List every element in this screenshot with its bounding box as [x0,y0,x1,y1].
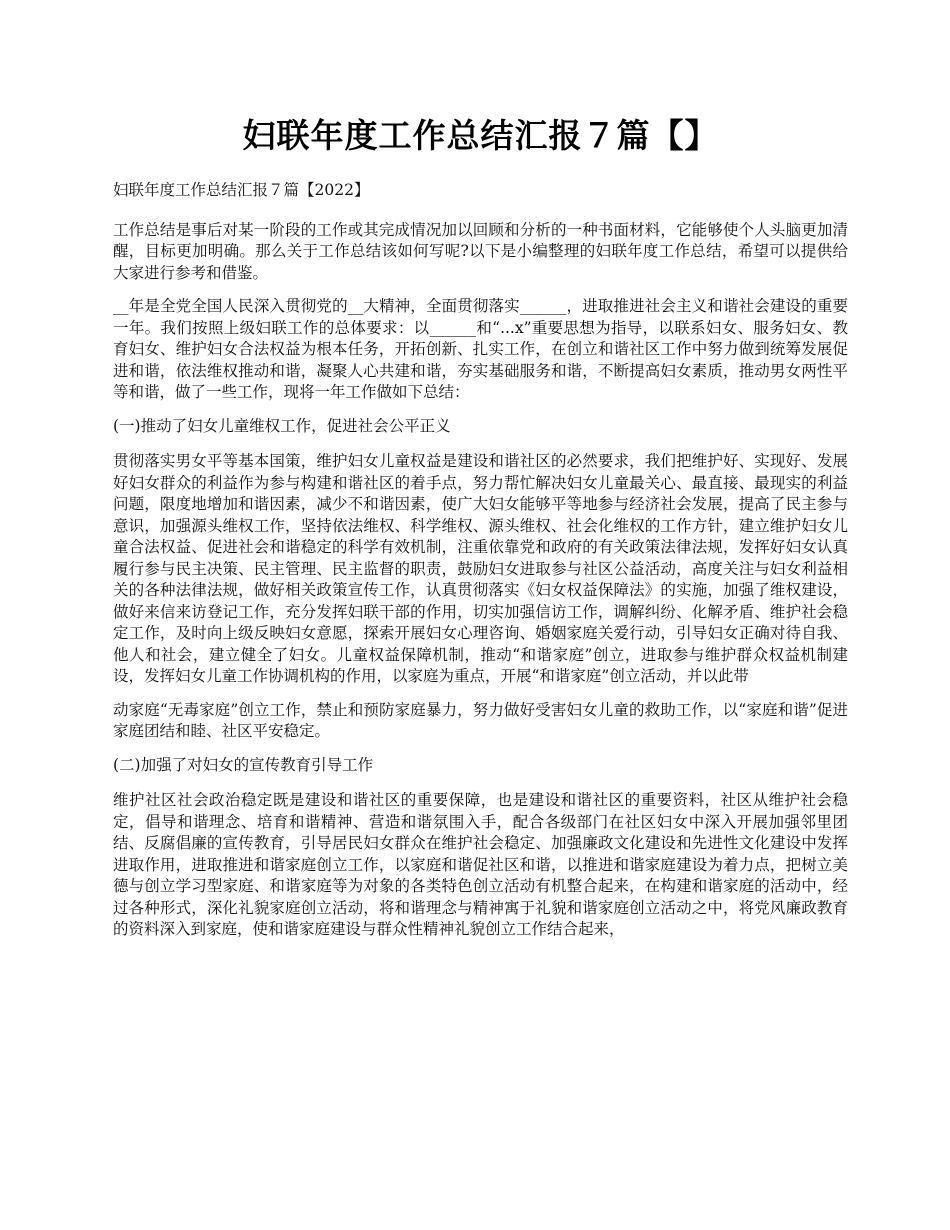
section-2-paragraph: 维护社区社会政治稳定既是建设和谐社区的重要保障，也是建设和谐社区的重要资料，社区从维护社会稳定，倡导和谐理念、培育和谐精神、营造和谐氛围入手，配合各级部门在社区妇女中深入开展加强邻里团结、反腐倡廉的宣传教育，引导居民妇女群众在维护社会稳定、加强廉政文化建设和先进性文化建设中发挥进取作用，进取推进和谐家庭创立工作，以家庭和谐促社区和谐，以推进和谐家庭建设为着力点，把树立美德与创立学习型家庭、和谐家庭等为对象的各类特色创立活动有机整合起来，在构建和谐家庭的活动中，经过各种形式，深化礼貌家庭创立活动，将和谐理念与精神寓于礼貌和谐家庭创立活动之中，将党风廉政教育的资料深入到家庭，使和谐家庭建设与群众性精神礼貌创立工作结合起来， [113,791,848,938]
section-heading-1: (一)推动了妇女儿童维权工作，促进社会公平正义 [113,416,451,435]
intro-paragraph: 工作总结是事后对某一阶段的工作或其完成情况加以回顾和分析的一种书面材料，它能够使个人头脑更加清醒，目标更加明确。那么关于工作总结该如何写呢?以下是小编整理的妇联年度工作总结，希望可以提供给大家进行参考和借鉴。 [113,220,848,282]
section-1-paragraph: 贯彻落实男女平等基本国策，维护妇女儿童权益是建设和谐社区的必然要求，我们把维护好、实现好、发展好妇女群众的利益作为参与构建和谐社区的着手点，努力帮忙解决妇女儿童最关心、最直接、最现实的利益问题，限度地增加和谐因素，减少不和谐因素，使广大妇女能够平等地参与经济社会发展，提高了民主参与意识，加强源头维权工作，坚持依法维权、科学维权、源头维权、社会化维权的工作方针，建立维护妇女儿童合法权益、促进社会和谐稳定的科学有效机制，注重依靠党和政府的有关政策法律法规，发挥好妇女认真履行参与民主决策、民主管理、民主监督的职责，鼓励妇女进取参与社区公益活动，高度关注与妇女利益相关的各种法律法规，做好相关政策宣传工作，认真贯彻落实《妇女权益保障法》的实施，加强了维权建设，做好来信来访登记工作，充分发挥妇联干部的作用，切实加强信访工作，调解纠纷、化解矛盾、维护社会稳定工作，及时向上级反映妇女意愿，探索开展妇女心理咨询、婚姻家庭关爱行动，引导妇女正确对待自我、他人和社会，建立健全了妇女。儿童权益保障机制，推动“和谐家庭”创立，进取参与维护群众权益机制建设，发挥妇女儿童工作协调机构的作用，以家庭为重点，开展“和谐家庭”创立活动，并以此带 [113,452,848,685]
document-title: 妇联年度工作总结汇报７篇【】 [242,116,719,155]
section-1-continuation: 动家庭“无毒家庭”创立工作，禁止和预防家庭暴力，努力做好受害妇女儿童的救助工作，以“家庭和谐”促进家庭团结和睦、社区平安稳定。 [113,700,848,740]
overview-paragraph: __年是全党全国人民深入贯彻党的__大精神，全面贯彻落实______，进取推进社会主义和谐社会建设的重要一年。我们按照上级妇联工作的总体要求：以______和“...x”重要思想为指导，以联系妇女、服务妇女、教育妇女、维护妇女合法权益为根本任务，开拓创新、扎实工作，在创立和谐社区工作中努力做到统筹发展促进和谐，依法维权推动和谐，凝聚人心共建和谐，夯实基础服务和谐，不断提高妇女素质，推动男女两性平等和谐，做了一些工作，现将一年工作做如下总结： [113,297,848,401]
document-body [113,180,848,953]
document-subtitle: 妇联年度工作总结汇报７篇【2022】 [113,181,370,199]
section-heading-2: (二)加强了对妇女的宣传教育引导工作 [113,755,374,774]
